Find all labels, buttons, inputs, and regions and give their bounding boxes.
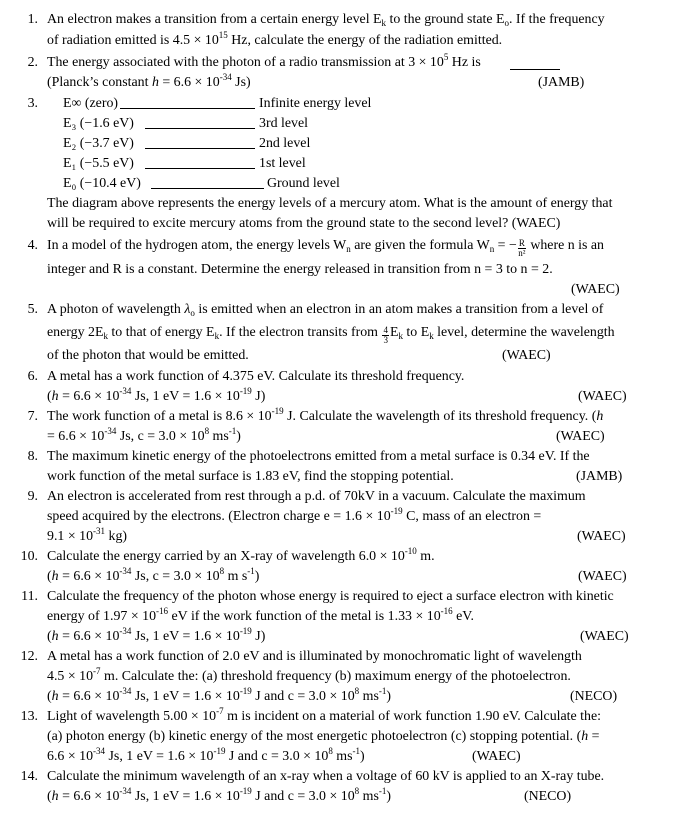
question-number: 10.: [20, 549, 38, 564]
energy-level-label: E∞ (zero): [63, 96, 119, 111]
question-text: energy of $1.97 \times 10^{-16}$ eV if the work function of the metal is $1.33 \times 10^{-16}$ eV.: [47, 606, 475, 624]
question-number: 1.: [27, 12, 38, 27]
question-text: $6.6 \times 10^{-34}$ Js, 1 eV = $1.6 \times 10^{-19}$ J and $c = 3.0 \times 10^8$ $ms^{-1}$): [47, 746, 365, 764]
energy-level-label: E₃ (−1.6 eV): [63, 116, 134, 131]
question-number: 4.: [27, 238, 38, 253]
question-text: A metal has a work function of 2.0 eV and is illuminated by monochromatic light of wavelength: [47, 649, 582, 664]
question-number: 14.: [20, 769, 38, 784]
question-number: 8.: [27, 449, 38, 464]
exam-source: (WAEC): [556, 429, 605, 444]
question-text: work function of the metal surface is 1.83 eV, find the stopping potential.: [47, 469, 454, 484]
question-number: 5.: [27, 302, 38, 317]
question-text: ($h = 6.6 \times 10^{-34}$ Js, $c = 3.0 \times 10^8$ m $s^{-1}$): [47, 566, 260, 584]
energy-level-name: Ground level: [267, 176, 340, 191]
question-text: ($h = 6.6 \times 10^{-34}$ Js, 1 eV = $1.6 \times 10^{-19}$ J): [47, 386, 266, 404]
exam-source: (WAEC): [578, 389, 627, 404]
level-line: [145, 128, 255, 129]
question-text: $4.5 \times 10^{-7}$ m. Calculate the: (a) threshold frequency (b) maximum energy of the photoelectron.: [47, 666, 571, 684]
question-text: A photon of wavelength $\lambda_o$ is emitted when an electron in an atom makes a transition from a level of: [47, 302, 604, 318]
fraction: $\frac{R}{\text{n²}}$: [518, 238, 526, 258]
energy-level-label: E₁ (−5.5 eV): [63, 156, 134, 171]
question-number: 11.: [21, 589, 38, 604]
level-line: [145, 168, 255, 169]
exam-source: (WAEC): [577, 529, 626, 544]
exam-source: (WAEC): [571, 282, 620, 297]
energy-level-name: 3rd level: [259, 116, 308, 131]
exam-source: (WAEC): [472, 749, 521, 764]
exam-source: (JAMB): [538, 75, 585, 90]
question-text: of the photon that would be emitted.: [47, 348, 249, 363]
energy-level-name: 1st level: [259, 156, 306, 171]
question-text: An electron makes a transition from a certain energy level $E_k$ to the ground state $E_o$. If the frequency: [47, 12, 605, 28]
energy-level-name: 2nd level: [259, 136, 311, 151]
question-text: $9.1 \times 10^{-31}$ kg): [47, 526, 128, 544]
question-text: In a model of the hydrogen atom, the energy levels $W_n$ are given the formula $W_n$ = − $\frac{R}{\text{n²}}$ where n is an: [47, 238, 604, 258]
exam-source: (JAMB): [576, 469, 623, 484]
level-line: [145, 148, 255, 149]
question-text: energy $2E_k$ to that of energy $E_k$. If the electron transits from $\frac{4}{3}$ $E_k$ to $E_k$ level, determine the wavelength: [47, 325, 615, 345]
question-text: Calculate the frequency of the photon whose energy is required to eject a surface electron with kinetic: [47, 589, 614, 604]
question-text: ($h = 6.6 \times 10^{-34}$ Js, 1 eV = $1.6 \times 10^{-19}$ J): [47, 626, 266, 644]
exam-source: (WAEC): [578, 569, 627, 584]
energy-level-label: E₀ (−10.4 eV): [63, 176, 141, 191]
question-text: Calculate the energy carried by an X-ray of wavelength $6.0 \times 10^{-10}$ m.: [47, 546, 435, 564]
answer-blank: [510, 69, 560, 70]
question-text: The diagram above represents the energy levels of a mercury atom. What is the amount of energy that: [47, 196, 613, 211]
question-text: (Planck’s constant $h = 6.6 \times 10^{-34}$ Js): [47, 72, 251, 90]
question-text: A metal has a work function of 4.375 eV. Calculate its threshold frequency.: [47, 369, 465, 384]
question-number: 13.: [20, 709, 38, 724]
question-text: will be required to excite mercury atoms from the ground state to the second level? (WAEC): [47, 216, 561, 231]
question-number: 12.: [20, 649, 38, 664]
level-line: [151, 188, 264, 189]
question-text: (a) photon energy (b) kinetic energy of the most energetic photoelectron (c) stopping potential. (h =: [47, 729, 600, 744]
exam-source: (NECO): [570, 689, 618, 704]
energy-level-name: Infinite energy level: [259, 96, 372, 111]
question-number: 3.: [27, 96, 38, 111]
question-text: Light of wavelength $5.00 \times 10^{-7}$ m is incident on a material of work function 1.90 eV. Calculate the:: [47, 706, 601, 724]
energy-level-label: E₂ (−3.7 eV): [63, 136, 134, 151]
question-text: speed acquired by the electrons. (Electron charge $e = 1.6 \times 10^{-19}$ C, mass of an electron =: [47, 506, 542, 524]
fraction: $\frac{4}{3}$: [383, 325, 388, 345]
question-number: 7.: [27, 409, 38, 424]
question-text: Calculate the minimum wavelength of an x-ray when a voltage of 60 kV is applied to an X-ray tube.: [47, 769, 605, 784]
question-text: The energy associated with the photon of a radio transmission at $3 \times 10^5$ Hz is: [47, 52, 481, 70]
question-text: ($h = 6.6 \times 10^{-34}$ Js, 1 eV = $1.6 \times 10^{-19}$ J and $c = 3.0 \times 10^8$ $ms^{-1}$): [47, 686, 391, 704]
question-text: The maximum kinetic energy of the photoelectrons emitted from a metal surface is 0.34 eV. If the: [47, 449, 590, 464]
question-number: 6.: [27, 369, 38, 384]
question-text: The work function of a metal is $8.6 \times 10^{-19}$ J. Calculate the wavelength of its threshold frequency. (h: [47, 406, 604, 424]
exam-source: (NECO): [524, 789, 572, 804]
exam-source: (WAEC): [502, 348, 551, 363]
level-line: [120, 108, 255, 109]
exam-source: (WAEC): [580, 629, 629, 644]
question-text: integer and R is a constant. Determine the energy released in transition from n = 3 to n = 2.: [47, 262, 553, 277]
question-text: An electron is accelerated from rest through a p.d. of 70kV in a vacuum. Calculate the maximum: [47, 489, 586, 504]
question-text: of radiation emitted is $4.5 \times 10^{15}$ Hz, calculate the energy of the radiation emitted.: [47, 30, 503, 48]
question-text: = $6.6 \times 10^{-34}$ Js, $c = 3.0 \times 10^8$ $ms^{-1}$): [47, 426, 241, 444]
question-number: 2.: [27, 55, 38, 70]
question-number: 9.: [27, 489, 38, 504]
question-text: ($h = 6.6 \times 10^{-34}$ Js, 1 eV = $1.6 \times 10^{-19}$ J and $c = 3.0 \times 10^8$ $ms^{-1}$): [47, 786, 391, 804]
